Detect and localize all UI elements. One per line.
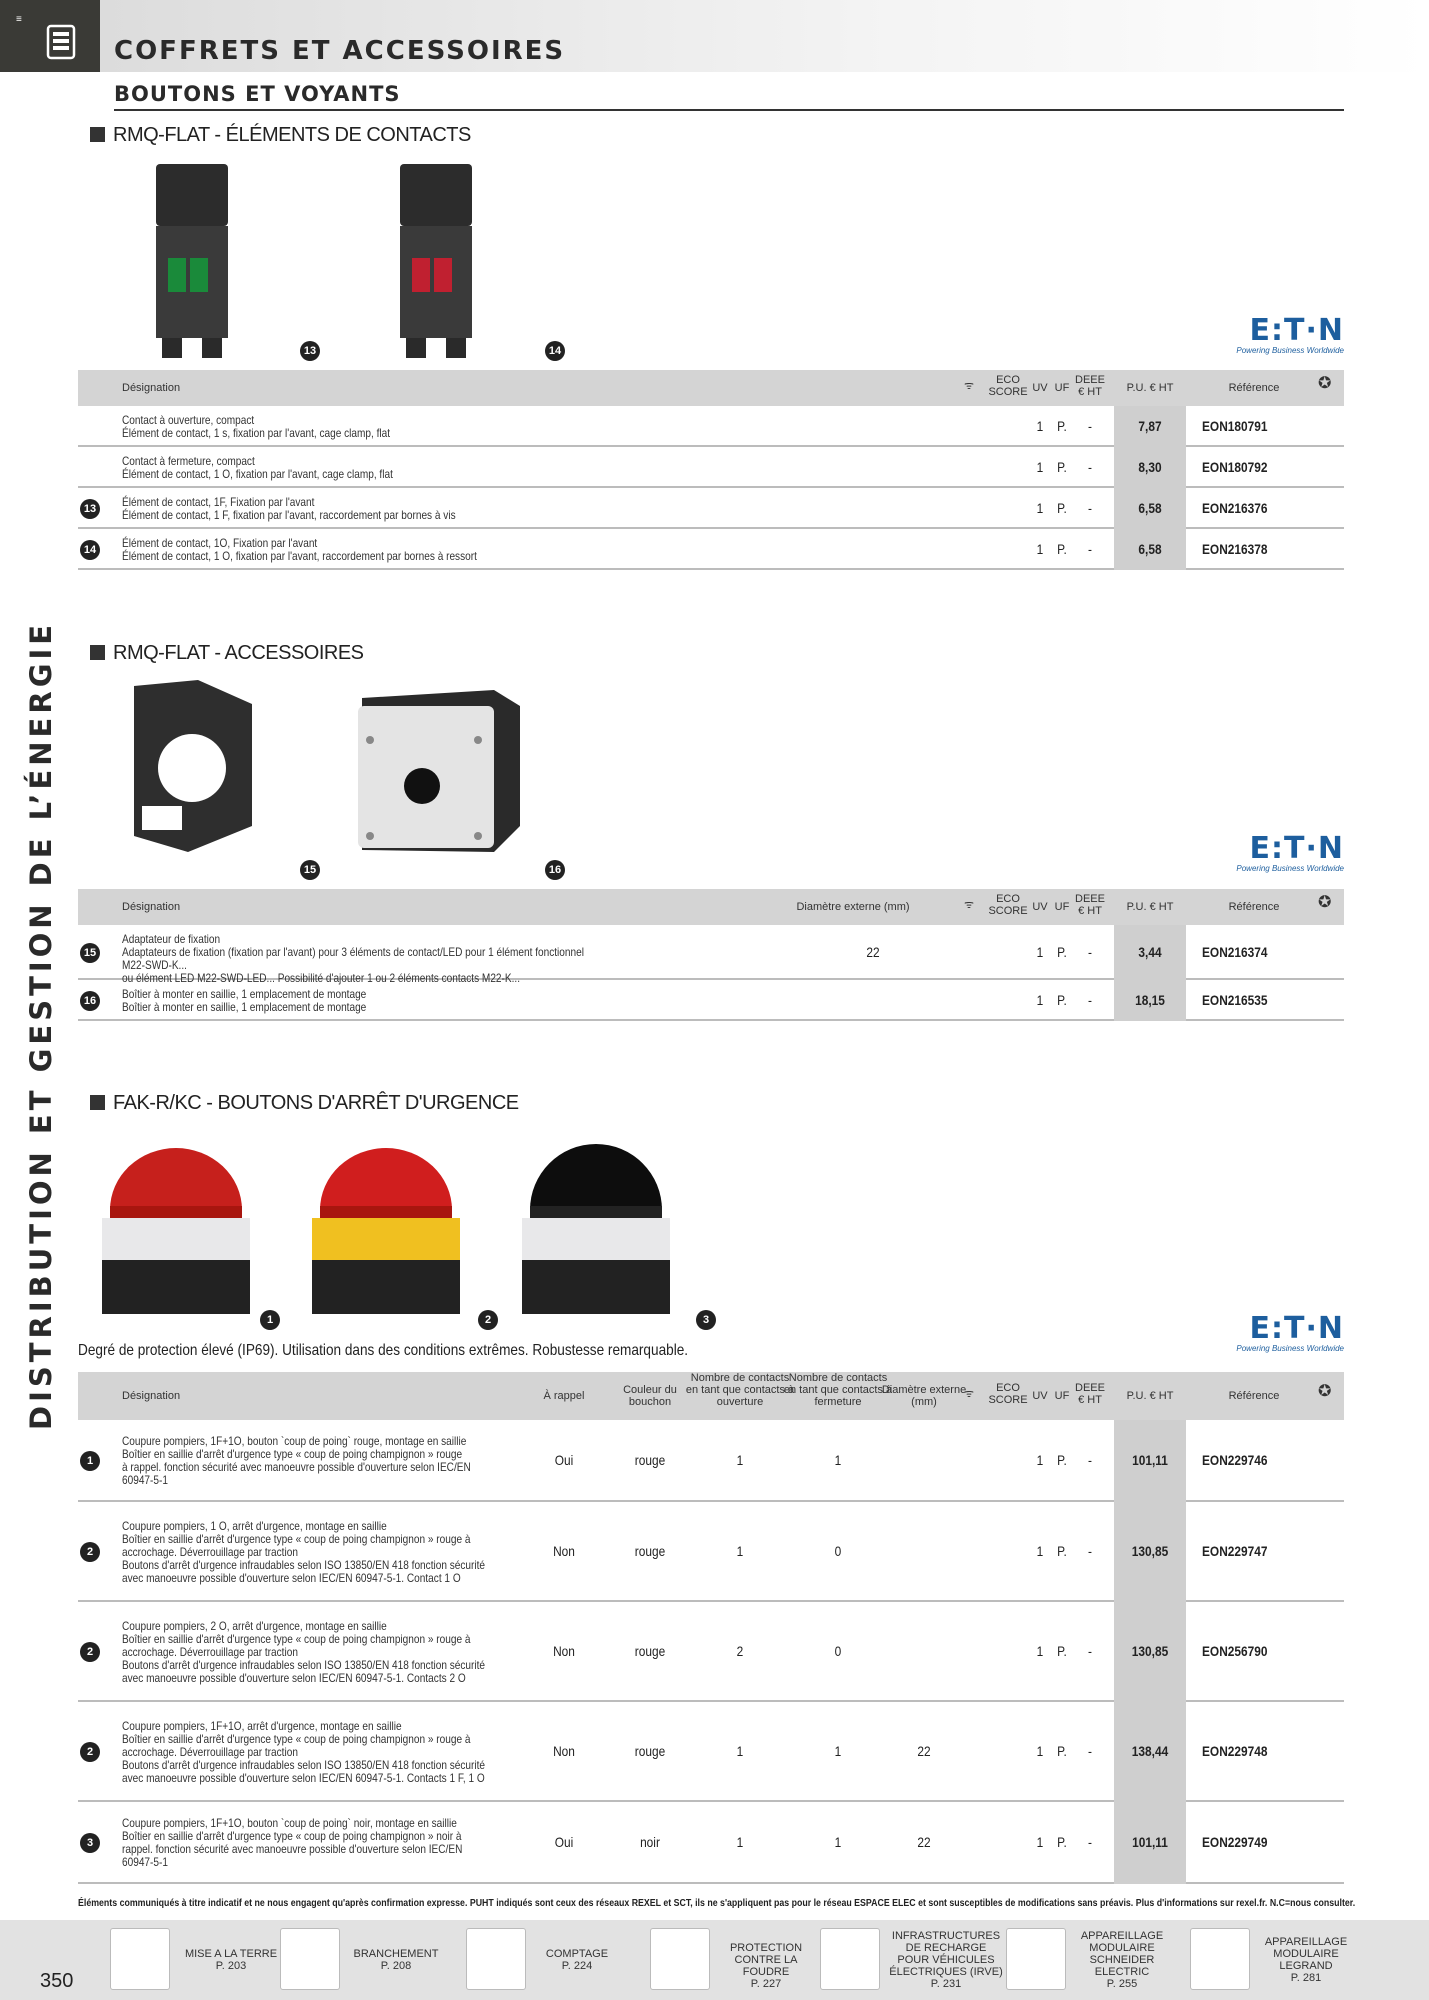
unit-price: 6,58 [1138, 540, 1162, 557]
table-row [78, 447, 1344, 488]
table-header: Désignation ᯤ ECO SCORE UV UF DEEE € HT P.U. € HT Référence ✪ [78, 370, 1344, 406]
row-designation: Boîtier à monter en saillie, 1 emplacement de montage Boîtier à monter en saillie, 1 emplacement de montage [122, 986, 367, 1014]
row-number-badge: 2 [80, 1742, 100, 1762]
surface-box-image [354, 686, 524, 856]
table-row [78, 1420, 1344, 1502]
table-header: Désignation Diamètre externe (mm) ᯤ ECO SCORE UV UF DEEE € HT P.U. € HT Référence ✪ [78, 889, 1344, 925]
row-number-badge: 14 [80, 540, 100, 560]
row-number-badge: 1 [80, 1451, 100, 1471]
cell-diam: 22 [866, 943, 880, 960]
cell-nbo: 1 [736, 1452, 744, 1468]
cell-nbo: 1 [736, 1543, 744, 1559]
row-designation: Coupure pompiers, 1F+1O, bouton `coup de poing` rouge, montage en saillie Boîtier en saillie d'arrêt d'urgence type « coup de poing champignon » rouge à rappel. fonction sécurité avec manoeuvre possible d'ouverture selon IEC/EN 60947-5-1 [122, 1434, 471, 1487]
image-number: 2 [478, 1310, 498, 1330]
product-reference[interactable]: EON229746 [1202, 1452, 1268, 1468]
cell-deee: - [1088, 991, 1092, 1008]
footer-nav-link[interactable]: MISE A LA TERRE P. 203 [184, 1948, 278, 1972]
menu-icon[interactable]: ≡ [16, 14, 22, 25]
cell-uf: P. [1057, 1743, 1067, 1759]
page-subtitle: BOUTONS ET VOYANTS [114, 82, 401, 106]
cell-deee: - [1088, 943, 1092, 960]
image-number: 3 [696, 1310, 716, 1330]
row-number-badge: 2 [80, 1542, 100, 1562]
footer-nav-link[interactable]: PROTECTION CONTRE LA FOUDRE P. 227 [729, 1942, 803, 1990]
header-icon-box[interactable] [0, 0, 100, 72]
settings-icon: ✪ [1318, 894, 1332, 911]
contact-element-red-image [394, 160, 480, 360]
cell-uv: 1 [1036, 1743, 1044, 1759]
unit-price: 6,58 [1138, 499, 1162, 516]
cell-nbf: 0 [834, 1643, 842, 1659]
row-designation: Coupure pompiers, 2 O, arrêt d'urgence, montage en saillie Boîtier en saillie d'arrêt d'urgence type « coup de poing champignon » rouge à accrochage. Déverrouillage par traction Boutons d'arrêt d'urgence infraudables selon ISO 13850/EN 418 fonction sécurité avec manoeuvre possible d'ouverture selon IEC/EN 60947-5-1. Contacts 2 O [122, 1618, 486, 1685]
footer-product-icon[interactable] [280, 1928, 340, 1990]
settings-icon: ✪ [1318, 375, 1332, 392]
cell-nbf: 1 [834, 1743, 842, 1759]
cell-couleur: noir [640, 1834, 660, 1850]
cell-couleur: rouge [634, 1643, 666, 1659]
section-title-text: RMQ-FLAT - ACCESSOIRES [113, 642, 364, 664]
cell-uv: 1 [1036, 540, 1044, 557]
section-title-emergency [90, 1092, 519, 1115]
row-number-badge: 3 [80, 1833, 100, 1853]
product-reference[interactable]: EON216535 [1202, 991, 1268, 1008]
row-designation: Coupure pompiers, 1F+1O, arrêt d'urgence, montage en saillie Boîtier en saillie d'arrêt d'urgence type « coup de poing champignon » rouge à accrochage. Déverrouillage par traction Boutons d'arrêt d'urgence infraudables selon ISO 13850/EN 418 fonction sécurité avec manoeuvre possible d'ouverture selon IEC/EN 60947-5-1. Contacts 1 F, 1 O [122, 1718, 486, 1785]
cell-couleur: rouge [634, 1452, 666, 1468]
cell-uf: P. [1057, 1543, 1067, 1559]
product-reference[interactable]: EON216376 [1202, 499, 1268, 516]
product-reference[interactable]: EON216374 [1202, 943, 1268, 960]
footer-nav-link[interactable]: APPAREILLAGE MODULAIRE SCHNEIDER ELECTRIC P. 255 [1080, 1930, 1164, 1990]
section-title-text: RMQ-FLAT - ÉLÉMENTS DE CONTACTS [113, 124, 471, 146]
row-number-badge: 2 [80, 1642, 100, 1662]
table-row [78, 529, 1344, 570]
unit-price: 101,11 [1132, 1452, 1168, 1468]
cell-rappel: Non [553, 1543, 575, 1559]
table-header: Désignation À rappel Couleur du bouchon Nombre de contacts en tant que contacts à ouverture Nombre de contacts en tant que contacts à fermeture Diamètre externe (mm) ᯤ ECO SCORE UV UF DEEE € HT P.U. € HT Référence ✪ [78, 1372, 1344, 1420]
unit-price: 130,85 [1131, 1643, 1169, 1659]
cell-uf: P. [1057, 417, 1067, 434]
product-reference[interactable]: EON229748 [1202, 1743, 1268, 1759]
cell-rappel: Oui [554, 1834, 574, 1850]
table-row [78, 1602, 1344, 1702]
cell-nbf: 1 [834, 1834, 842, 1850]
page-number: 350 [40, 1970, 74, 1992]
section-intro: Degré de protection élevé (IP69). Utilisation dans des conditions extrêmes. Robustesse remarquable. [78, 1342, 689, 1359]
table-row [78, 488, 1344, 529]
cell-deee: - [1088, 1834, 1092, 1850]
footer-product-icon[interactable] [110, 1928, 170, 1990]
section-title-text: FAK-R/KC - BOUTONS D'ARRÊT D'URGENCE [113, 1092, 519, 1114]
settings-icon: ✪ [1318, 1383, 1332, 1400]
section-title-contacts [90, 124, 471, 147]
footer-nav-link[interactable]: COMPTAGE P. 224 [545, 1948, 609, 1972]
cell-deee: - [1088, 417, 1092, 434]
eaton-logo: E:T·N Powering Business Worldwide [1236, 831, 1344, 873]
page-title: COFFRETS ET ACCESSOIRES [114, 36, 566, 66]
unit-price: 3,44 [1138, 943, 1162, 960]
table-row [78, 1802, 1344, 1884]
row-number-badge: 16 [80, 991, 100, 1011]
cell-nbo: 1 [736, 1834, 744, 1850]
image-number: 1 [260, 1310, 280, 1330]
cell-deee: - [1088, 1543, 1092, 1559]
unit-price: 18,15 [1135, 991, 1165, 1008]
image-number: 16 [545, 860, 565, 880]
footer-product-icon[interactable] [466, 1928, 526, 1990]
eaton-logo: E:T·N Powering Business Worldwide [1236, 313, 1344, 355]
cell-uf: P. [1057, 943, 1067, 960]
cell-rappel: Non [553, 1643, 575, 1659]
cell-deee: - [1088, 1452, 1092, 1468]
product-reference[interactable]: EON216378 [1202, 540, 1268, 557]
row-number-badge: 13 [80, 499, 100, 519]
product-reference[interactable]: EON229747 [1202, 1543, 1268, 1559]
cell-uf: P. [1057, 1452, 1067, 1468]
cell-uv: 1 [1036, 943, 1044, 960]
cell-rappel: Oui [554, 1452, 574, 1468]
footer-product-icon[interactable] [820, 1928, 880, 1990]
image-number: 14 [545, 341, 565, 361]
footer-nav-link[interactable]: APPAREILLAGE MODULAIRE LEGRAND P. 281 [1264, 1936, 1348, 1984]
cell-uv: 1 [1036, 1834, 1044, 1850]
footer-product-icon[interactable] [1006, 1928, 1066, 1990]
unit-price: 130,85 [1131, 1543, 1169, 1559]
wifi-icon: ᯤ [964, 380, 975, 392]
footer-product-icon[interactable] [1190, 1928, 1250, 1990]
cell-couleur: rouge [634, 1743, 666, 1759]
row-designation: Élément de contact, 1F, Fixation par l'avant Élément de contact, 1 F, fixation par l'avant, raccordement par bornes à vis [122, 494, 456, 522]
cell-uv: 1 [1036, 499, 1044, 516]
image-number: 13 [300, 341, 320, 361]
row-designation: Adaptateur de fixation Adaptateurs de fixation (fixation par l'avant) pour 3 éléments de contact/LED pour 1 élément fonctionnel M22-SWD-K... ou élément LED M22-SWD-LED... Possibilité d'ajouter 1 ou 2 éléments contacts M22-K... [122, 932, 584, 985]
cell-uv: 1 [1036, 1643, 1044, 1659]
unit-price: 138,44 [1131, 1743, 1169, 1759]
cell-uv: 1 [1036, 1452, 1044, 1468]
row-designation: Contact à fermeture, compact Élément de contact, 1 O, fixation par l'avant, cage clamp, flat [122, 453, 393, 481]
cell-rappel: Non [553, 1743, 575, 1759]
cell-uv: 1 [1036, 991, 1044, 1008]
cell-uf: P. [1057, 1643, 1067, 1659]
emergency-button-red-grey-image [96, 1140, 256, 1316]
cell-nbf: 0 [834, 1543, 842, 1559]
footer-nav-link[interactable]: BRANCHEMENT P. 208 [353, 1948, 439, 1972]
cell-uf: P. [1057, 991, 1067, 1008]
row-designation: Contact à ouverture, compact Élément de contact, 1 s, fixation par l'avant, cage clamp, flat [122, 412, 391, 440]
row-designation: Élément de contact, 1O, Fixation par l'avant Élément de contact, 1 O, fixation par l'avant, raccordement par bornes à ressort [122, 535, 477, 563]
eaton-logo: E:T·N Powering Business Worldwide [1236, 1311, 1344, 1353]
product-reference[interactable]: EON180791 [1202, 417, 1268, 434]
table-row [78, 1502, 1344, 1602]
cabinet-icon [46, 24, 76, 60]
cell-deee: - [1088, 1743, 1092, 1759]
contact-element-green-image [150, 160, 236, 360]
legal-note: Éléments communiqués à titre indicatif et ne nous engagent qu'après confirmation expresse. PUHT indiqués sont ceux des réseaux REXEL et SCT, ils ne s'appliquent pas pour le réseau ESPACE ELEC et sont susceptibles de modifications sans préavis. Plus d'informations sur rexel.fr. N.C=nous consulter. [78, 1898, 1356, 1909]
mounting-adapter-image [128, 676, 258, 856]
emergency-button-red-yellow-image [306, 1140, 466, 1316]
cell-uf: P. [1057, 1834, 1067, 1850]
cell-uf: P. [1057, 499, 1067, 516]
emergency-button-black-image [516, 1134, 676, 1316]
table-row [78, 980, 1344, 1021]
cell-nbo: 2 [736, 1643, 744, 1659]
header-rule [114, 109, 1344, 111]
side-chapter-title: DISTRIBUTION ET GESTION DE L’ÉNERGIE [24, 620, 58, 1430]
cell-uv: 1 [1036, 1543, 1044, 1559]
image-number: 15 [300, 860, 320, 880]
cell-nbf: 1 [834, 1452, 842, 1468]
cell-uv: 1 [1036, 458, 1044, 475]
table-row [78, 925, 1344, 985]
row-number-badge: 15 [80, 943, 100, 963]
cell-uf: P. [1057, 458, 1067, 475]
unit-price: 8,30 [1138, 458, 1162, 475]
unit-price: 101,11 [1132, 1834, 1168, 1850]
table-row [78, 406, 1344, 447]
cell-diam: 22 [917, 1743, 931, 1759]
product-reference[interactable]: EON180792 [1202, 458, 1268, 475]
cell-uf: P. [1057, 540, 1067, 557]
product-reference[interactable]: EON256790 [1202, 1643, 1268, 1659]
product-reference[interactable]: EON229749 [1202, 1834, 1268, 1850]
section-title-accessories [90, 642, 364, 665]
footer-product-icon[interactable] [650, 1928, 710, 1990]
cell-diam: 22 [917, 1834, 931, 1850]
cell-deee: - [1088, 499, 1092, 516]
cell-deee: - [1088, 1643, 1092, 1659]
row-designation: Coupure pompiers, 1 O, arrêt d'urgence, montage en saillie Boîtier en saillie d'arrêt d'urgence type « coup de poing champignon » rouge à accrochage. Déverrouillage par traction Boutons d'arrêt d'urgence infraudables selon ISO 13850/EN 418 fonction sécurité avec manoeuvre possible d'ouverture selon IEC/EN 60947-5-1. Contact 1 O [122, 1518, 486, 1585]
cell-uv: 1 [1036, 417, 1044, 434]
cell-deee: - [1088, 540, 1092, 557]
table-row [78, 1702, 1344, 1802]
unit-price: 7,87 [1138, 417, 1162, 434]
footer-nav-link[interactable]: INFRASTRUCTURES DE RECHARGE POUR VÉHICULES ÉLECTRIQUES (IRVE) P. 231 [889, 1930, 1003, 1990]
wifi-icon: ᯤ [964, 899, 975, 911]
cell-couleur: rouge [634, 1543, 666, 1559]
cell-deee: - [1088, 458, 1092, 475]
wifi-icon: ᯤ [964, 1388, 975, 1400]
cell-nbo: 1 [736, 1743, 744, 1759]
row-designation: Coupure pompiers, 1F+1O, bouton `coup de poing` noir, montage en saillie Boîtier en saillie d'arrêt d'urgence type « coup de poing champignon » noir à rappel. fonction sécurité avec manoeuvre possible d'ouverture selon IEC/EN 60947-5-1 [122, 1816, 463, 1869]
